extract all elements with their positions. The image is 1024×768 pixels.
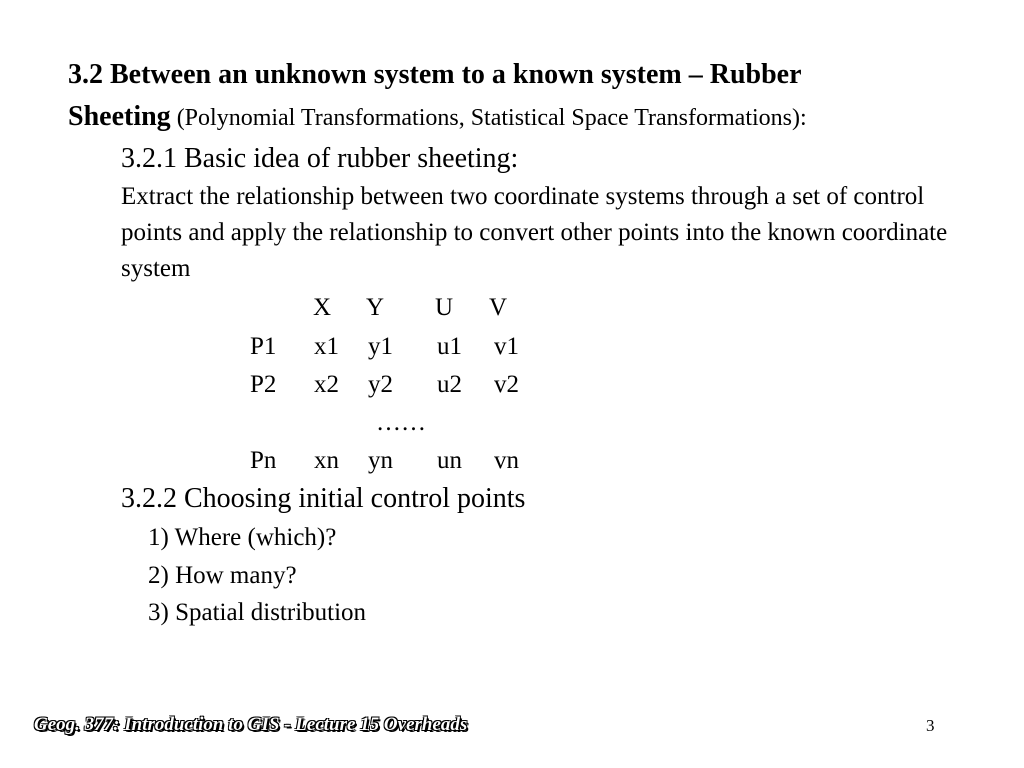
table-header-u: U: [435, 294, 454, 321]
table-cell-x: x2: [314, 371, 339, 398]
list-item: 1) Where (which)?: [148, 524, 337, 551]
footer-course-title: Geog. 377: Introduction to GIS - Lecture 15 Overheads: [34, 714, 468, 735]
table-ellipsis: ……: [376, 409, 426, 436]
table-cell-point: P1: [250, 333, 277, 360]
section-2-title: 3.2.2 Choosing initial control points: [121, 483, 526, 514]
table-cell-y: y2: [368, 371, 393, 398]
table-cell-x: x1: [314, 333, 339, 360]
table-cell-v: v1: [494, 333, 519, 360]
table-cell-y: yn: [368, 447, 393, 474]
table-cell-v: vn: [494, 447, 519, 474]
table-header-x: X: [313, 294, 332, 321]
list-item: 3) Spatial distribution: [148, 599, 367, 626]
table-cell-point: P2: [250, 371, 277, 398]
table-header-v: V: [489, 294, 508, 321]
page-number: 3: [926, 716, 935, 735]
heading-subtitle: (Polynomial Transformations, Statistical Space Transformations):: [170, 105, 807, 131]
table-cell-v: v2: [494, 371, 519, 398]
heading-bold-term: Sheeting: [68, 101, 171, 132]
table-cell-point: Pn: [250, 447, 277, 474]
slide-heading-line1: 3.2 Between an unknown system to a known system – Rubber: [68, 59, 802, 90]
table-cell-y: y1: [368, 333, 393, 360]
section-1-body: Extract the relationship between two coordinate systems through a set of control points and apply the relationship to convert other points into the known coordinate system: [121, 183, 948, 282]
table-cell-u: u1: [437, 333, 462, 360]
section-1-title: 3.2.1 Basic idea of rubber sheeting:: [121, 143, 519, 174]
table-cell-x: xn: [314, 447, 339, 474]
table-cell-u: u2: [437, 371, 462, 398]
table-cell-u: un: [437, 447, 462, 474]
table-header-y: Y: [366, 294, 385, 321]
slide-heading-line2: [68, 100, 807, 135]
list-item: 2) How many?: [148, 562, 297, 589]
